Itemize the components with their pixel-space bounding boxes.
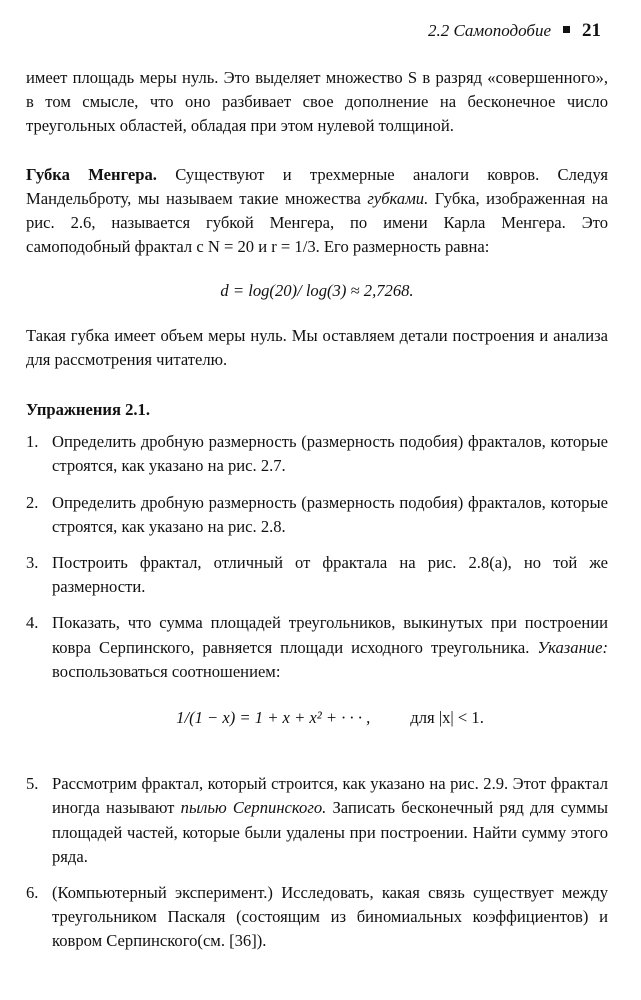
exercise-text: Определить дробную размерность (размерность подобия) фракталов, которые строятся, как указано на рис. 2.8. xyxy=(52,492,608,536)
hint-text: воспользоваться соотношением: xyxy=(52,661,281,681)
exercise-list xyxy=(26,430,608,953)
page-number: 21 xyxy=(582,20,601,41)
exercise-item xyxy=(26,491,608,539)
exercise-item xyxy=(26,430,608,478)
dimension-formula: d = log(20)/ log(3) ≈ 2,7268. xyxy=(220,281,414,301)
section-title: 2.2 Самоподобие xyxy=(427,21,551,40)
exercise-text: (Компьютерный эксперимент.) Исследовать, какая связь существует между треугольником Паскаля (состоящим из биномиальных коэффициентов) и ковром Серпинского(см. [36]). xyxy=(52,883,608,951)
sponge-text-b: Губка, изображенная на рис. 2.6, называется губкой Менгера, по имени Карла Менгера. Это самоподобный фрактал с N = 20 и r = 1/3. Его размерность равна: xyxy=(26,188,608,257)
exercise-item xyxy=(26,551,608,599)
sponge-text-a: Существуют и трехмерные аналоги ковров. Следуя Мандельброту, мы называем такие множества xyxy=(26,164,609,208)
exercise-emphasis: пылью Серпинского. xyxy=(180,798,327,818)
menger-sponge-paragraph xyxy=(26,163,608,260)
series-formula xyxy=(52,706,608,730)
paragraph-continuation: имеет площадь меры нуль. Это выделяет множество S в разряд «совершенного», в том смысле, что оно разбивает свое дополнение на бесконечное число треугольных областей, обладая при этом нулевой толщиной. xyxy=(26,68,608,136)
exercises-heading: Упражнения 2.1. xyxy=(26,400,150,420)
sponge-heading: Губка Менгера. xyxy=(26,164,157,184)
sponge-emphasis: губками. xyxy=(367,188,429,208)
exercise-number: 5. xyxy=(26,774,39,794)
exercise-text: Определить дробную размерность (размерность подобия) фракталов, которые строятся, как указано на рис. 2.7. xyxy=(52,432,608,476)
exercise-number: 1. xyxy=(26,432,39,452)
exercise-number: 2. xyxy=(26,492,39,512)
exercise-item xyxy=(26,881,608,954)
series-expression: 1/(1 − x) = 1 + x + x² + · · · , xyxy=(176,708,371,728)
exercise-number: 6. xyxy=(26,883,39,903)
sponge-conclusion: Такая губка имеет объем меры нуль. Мы оставляем детали построения и анализа для рассмотрения читателю. xyxy=(26,325,608,369)
exercise-text: Построить фрактал, отличный от фрактала на рис. 2.8(a), но той же размерности. xyxy=(52,553,608,597)
exercise-text: Рассмотрим фрактал, который строится, как указано на рис. 2.9. Этот фрактал иногда называют xyxy=(52,774,608,818)
exercise-number: 3. xyxy=(26,553,39,573)
exercise-item xyxy=(26,611,608,760)
exercise-text: Показать, что сумма площадей треугольников, выкинутых при построении ковра Серпинского, равняется площади исходного треугольника. xyxy=(52,613,608,657)
exercise-text-b: Записать бесконечный ряд для суммы площадей частей, которые были удалены при построении. Найти сумму этого ряда. xyxy=(52,798,608,866)
exercise-item xyxy=(26,772,608,869)
square-bullet-icon xyxy=(563,26,570,33)
page-body xyxy=(26,66,608,966)
exercise-number: 4. xyxy=(26,613,39,633)
series-condition: для |x| < 1. xyxy=(410,708,484,728)
hint-label: Указание: xyxy=(537,637,608,657)
running-header xyxy=(428,20,601,42)
